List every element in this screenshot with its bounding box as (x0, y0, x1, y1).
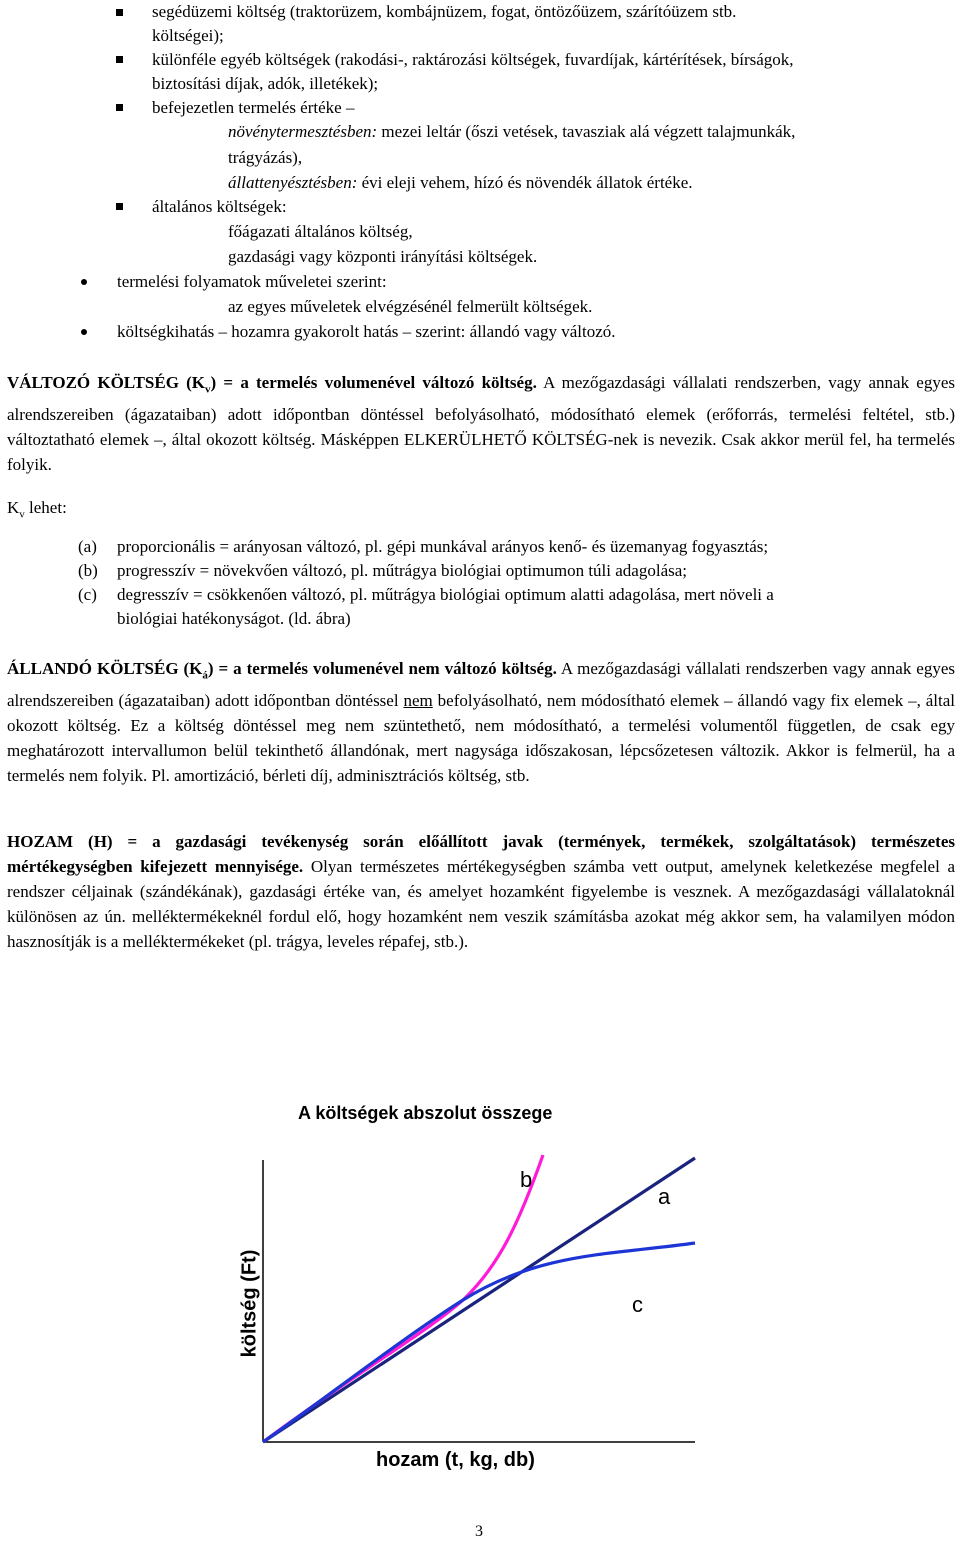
sub-item-text: évi eleji vehem, hízó és növendék állatok értéke. (357, 173, 693, 192)
valtozo-def-sub: v (205, 383, 211, 396)
curve-c-label: c (632, 1292, 643, 1317)
list-item: termelési folyamatok műveletei szerint: (117, 272, 387, 291)
kv-heading (7, 496, 67, 526)
allando-text-b: befolyásolható, nem módosítható elemek – állandó vagy fix elemek –, által okozott költség. Ez a költség döntéssel meg nem szüntethető, nem módosítható, a termelési volumentől független, de csak egy meghatározott intervallumon belül tekinthető állandónak, mert nagysága időszakosan, lépcsőzetesen változik. Akkor is felmerül, ha a termelés nem folyik. Pl. amortizáció, bérleti díj, adminisztrációs költség, stb. (7, 691, 956, 786)
kv-text-b: progresszív = növekvően változó, pl. műtrágya biológiai optimumon túli adagolása; (117, 561, 687, 580)
sub-item-label: növénytermesztésben: (228, 122, 378, 141)
allando-def-a: ÁLLANDÓ KÖLTSÉG (K (7, 659, 203, 678)
list-item-cont: biztosítási díjak, adók, illetékek); (152, 74, 379, 93)
sub-item: gazdasági vagy központi irányítási költségek. (228, 247, 538, 266)
kv-rest: lehet: (24, 498, 67, 517)
kv-key-a: (a) (78, 537, 97, 556)
sub-item-label: állattenyésztésben: (228, 173, 358, 192)
curve-c-line (263, 1243, 695, 1442)
allando-underlined: nem (403, 691, 433, 711)
kv-sub: v (19, 508, 25, 521)
valtozo-def-b: ) = a termelés volumenével változó költség. (210, 373, 537, 392)
hozam-text: Olyan természetes mértékegységben számba vett output, amelynek keletkezése megfelel a rendszer céljainak (szándékának), gazdasági értéke van, és amelyet hozamként figyelembe is vesznek. A mezőgazdasági vállalatoknál különösen az ún. melléktermékeknél fordul elő, hogy hozamként nem veszik számításba azokat még akkor sem, ha valamilyen módon hasznosítják is a melléktermékeket (pl. trágya, leveles répafej, stb.). (7, 857, 955, 951)
curve-a-label: a (658, 1184, 671, 1209)
kv-text-a: proporcionális = arányosan változó, pl. gépi munkával arányos kenő- és üzemanyag fogyasztás; (117, 537, 769, 556)
bullet-square (116, 104, 123, 111)
bullet-square (116, 56, 123, 63)
allando-def-b: ) = a termelés volumenével nem változó költség. (207, 659, 557, 678)
sub-item: az egyes műveletek elvégzésénél felmerült költségek. (228, 297, 593, 316)
sub-item: főágazati általános költség, (228, 222, 413, 241)
x-axis-label: hozam (t, kg, db) (376, 1449, 535, 1471)
sub-item (228, 120, 795, 144)
kv-text-c: degresszív = csökkenően változó, pl. műtrágya biológiai optimum alatti adagolása, mert növeli a (117, 585, 774, 604)
list-item: költségkihatás – hozamra gyakorolt hatás – szerint: állandó vagy változó. (117, 322, 616, 341)
list-item-cont: költségei); (152, 26, 224, 45)
page-number: 3 (475, 1523, 483, 1540)
kv-label: K (7, 498, 20, 517)
valtozo-def-a: VÁLTOZÓ KÖLTSÉG (K (7, 373, 206, 392)
list-item: segédüzemi költség (traktorüzem, kombájnüzem, fogat, öntözőüzem, szárítóüzem stb. (152, 2, 737, 21)
allando-def-sub: á (202, 669, 208, 682)
allando-paragraph (7, 656, 955, 788)
bullet-dot (81, 329, 87, 335)
list-item: befejezetlen termelés értéke – (152, 98, 355, 117)
bullet-square (116, 9, 123, 16)
figure-title: A költségek abszolut összege (298, 1103, 553, 1123)
hozam-def: HOZAM (H) = a gazdasági tevékenység során előállított javak (termények, termékek, szolgáltatások) természetes mértékegységben kifejezett mennyisége. (7, 832, 955, 876)
list-item: általános költségek: (152, 197, 287, 216)
y-axis-label: költség (Ft) (238, 1249, 261, 1358)
kv-key-b: (b) (78, 561, 98, 580)
hozam-paragraph (7, 829, 955, 954)
kv-text-c-cont: biológiai hatékonyságot. (ld. ábra) (117, 609, 351, 628)
bullet-dot (81, 279, 87, 285)
list-item: különféle egyéb költségek (rakodási-, raktározási költségek, fuvardíjak, kártérítések, bírságok, (152, 50, 794, 69)
sub-item (228, 171, 693, 195)
sub-item-text: mezei leltár (őszi vetések, tavasziak alá végzett talajmunkák, (377, 122, 796, 141)
curve-b-label: b (520, 1167, 533, 1192)
valtozo-text: A mezőgazdasági vállalati rendszerben, vagy annak egyes alrendszereiben (ágazataiban) adott időpontban döntéssel befolyásolható, módosítható elemek (erőforrás, termelési feltétel, stb.) változtatható elemek –, által okozott költség. Másképpen ELKERÜLHETŐ KÖLTSÉG-nek is nevezik. Csak akkor merül fel, ha termelés folyik. (7, 373, 955, 475)
bullet-square (116, 203, 123, 210)
sub-item-cont: trágyázás), (228, 148, 303, 167)
curve-b-line (263, 1155, 543, 1442)
curve-a-line (263, 1158, 695, 1442)
allando-text-a: A mezőgazdasági vállalati rendszerben vagy annak egyes alrendszereiben (ágazataiban) adott időpontban döntéssel (7, 659, 956, 711)
valtozo-paragraph (7, 370, 955, 477)
kv-key-c: (c) (78, 585, 97, 604)
